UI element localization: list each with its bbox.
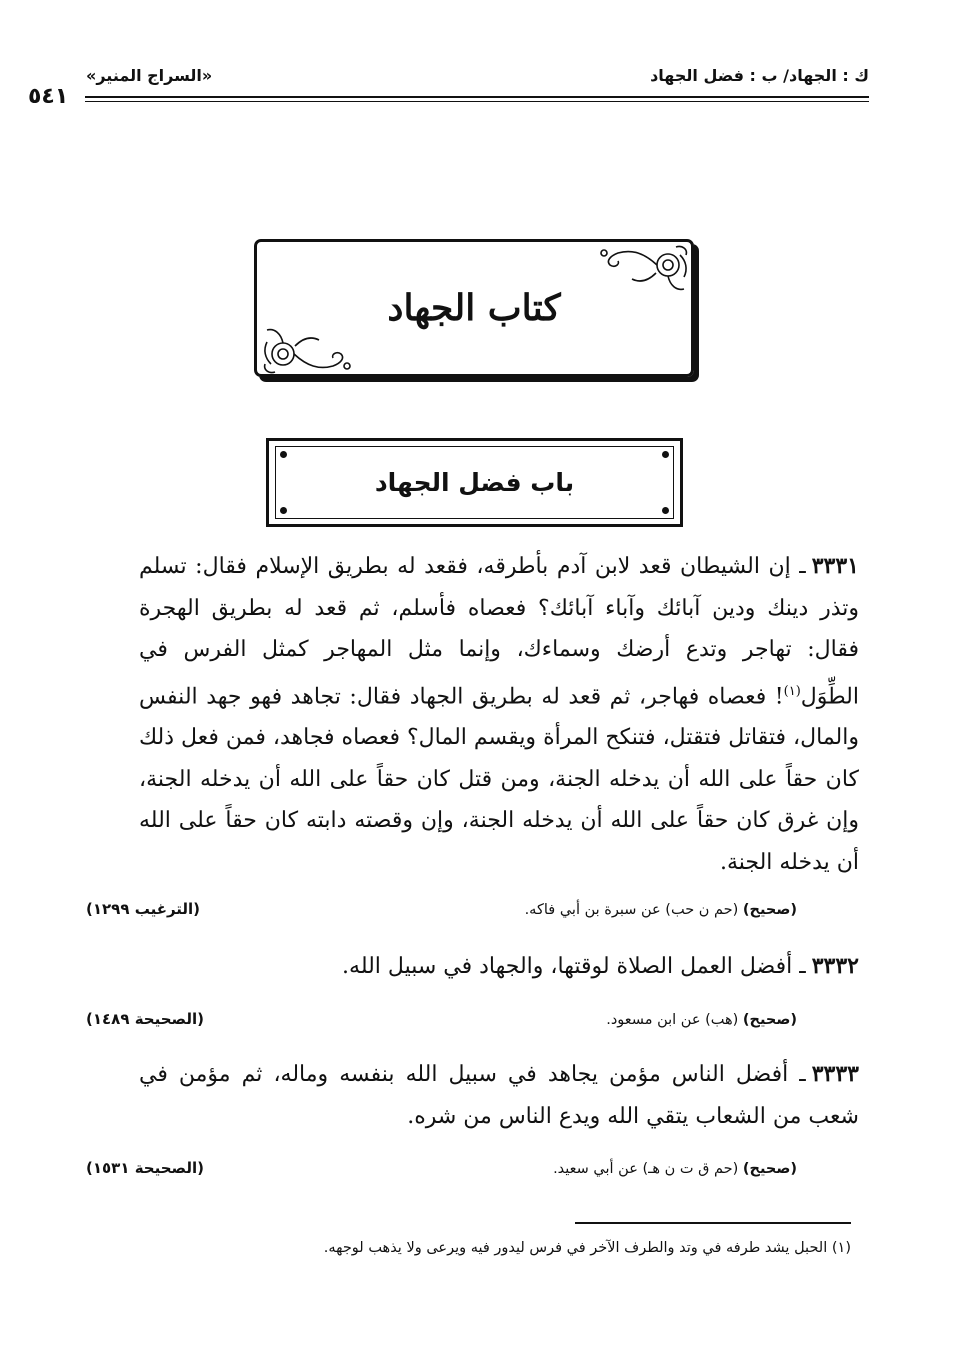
- book-title: كتاب الجهاد: [387, 287, 561, 329]
- footnote-reference[interactable]: (١): [783, 683, 801, 699]
- hadith-grade-line: [157, 902, 797, 918]
- hadith-grade: (صحيح): [742, 902, 797, 918]
- hadith-grade-line: [157, 1161, 797, 1177]
- hadith-source: (الصحيحة ١٥٣١): [86, 1159, 204, 1177]
- hadith-separator: ـ: [799, 954, 806, 979]
- hadith-body: إن الشيطان قعد لابن آدم بأطرقه، فقعد له بطريق الإسلام فقال: تسلم وتذر دينك ودين آبائك وآباء آبائك؟ فعصاه فأسلم، ثم قعد له بطريق الهجرة فقال: تهاجر وتدع أرضك وسماءك، وإنما مثل المهاجر كمثل الفرس في الطِّوَل: [139, 554, 859, 709]
- hadith-body: أفضل الناس مؤمن يجاهد في سبيل الله بنفسه وماله، ثم مؤمن في شعب من الشعاب يتقي الله ويدع الناس من شره.: [139, 1062, 859, 1129]
- hadith-separator: ـ: [799, 554, 806, 579]
- hadith-grade: (صحيح): [742, 1012, 797, 1028]
- footnote: [111, 1240, 851, 1256]
- header-rule: [85, 96, 869, 98]
- footnote-marker: (١): [831, 1240, 851, 1256]
- hadith-grade: (صحيح): [742, 1161, 797, 1177]
- header-rule-thin: [85, 101, 869, 102]
- hadith-number: ٣٣٣٢: [811, 953, 859, 979]
- hadith-number: ٣٣٣١: [811, 553, 859, 579]
- running-header-chapter: ك : الجهاد/ ب : فضل الجهاد: [650, 66, 869, 85]
- footnote-rule: [575, 1222, 851, 1224]
- hadith-text: [139, 946, 859, 988]
- chapter-title: باب فضل الجهاد: [374, 468, 575, 497]
- hadith-separator: ـ: [799, 1062, 806, 1087]
- hadith-source: (الصحيحة ١٤٨٩): [86, 1010, 204, 1028]
- hadith-body: أفضل العمل الصلاة لوقتها، والجهاد في سبيل الله.: [342, 954, 793, 979]
- footnote-text: الحبل يشد طرفه في وتد والطرف الآخر في فرس ليدور فيه ويرعى ولا يذهب لوجهه.: [323, 1240, 828, 1256]
- hadith-grade-line: [157, 1012, 797, 1028]
- running-header-book: «السراج المنير»: [86, 66, 213, 85]
- page-number: ٥٤١: [28, 84, 69, 109]
- hadith-text: [139, 546, 859, 883]
- hadith-narration: (هب) عن ابن مسعود.: [606, 1012, 739, 1028]
- hadith-narration: (حم ن حب) عن سبرة بن أبي فاكه.: [524, 902, 739, 918]
- hadith-text: [139, 1054, 859, 1137]
- hadith-narration: (حم ق ت ن هـ) عن أبي سعيد.: [553, 1161, 739, 1177]
- hadith-number: ٣٣٣٣: [811, 1061, 859, 1087]
- hadith-body-continued: ! فعصاه فهاجر، ثم قعد له بطريق الجهاد فقال: تجاهد فهو جهد النفس والمال، فتقاتل فتقتل، فتنكح المرأة ويقسم المال؟ فعصاه فجاهد، فمن فعل ذلك كان حقاً على الله أن يدخله الجنة، ومن قتل كان حقاً على الله أن يدخله الجنة، وإن غرق كان حقاً على الله أن يدخله الجنة، وإن وقصته دابته كان حقاً على الله أن يدخله الجنة.: [139, 683, 859, 875]
- hadith-source: (الترغيب ١٢٩٩): [86, 900, 201, 918]
